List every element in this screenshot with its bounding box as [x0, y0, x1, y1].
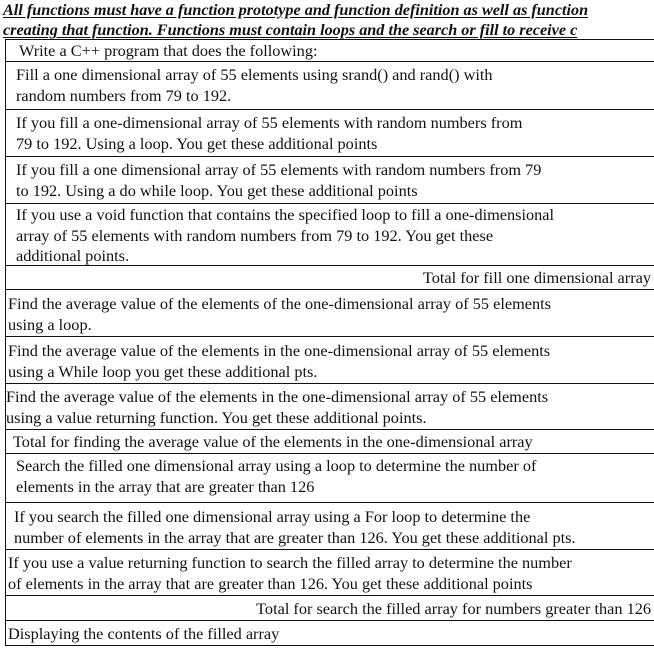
rubric-row-intro: Write a C++ program that does the following: — [5, 40, 654, 62]
rubric-row-search-loop: Search the filled one dimensional array using a loop to determine the number of elements in the array that are greater than 126 — [5, 454, 654, 503]
rubric-row-total-average: Total for finding the average value of the elements in the one-dimensional array — [5, 430, 654, 454]
rubric-row-search-function: If you use a value returning function to search the filled array to determine the number of elements in the array that are greater than 126. You get these additional points — [5, 550, 654, 596]
rubric-row-average-loop: Find the average value of the elements of the one-dimensional array of 55 elements using a loop. — [5, 290, 654, 337]
rubric-row-search-for-loop: If you search the filled one dimensional array using a For loop to determine the number of elements in the array that are greater than 126. You get these additional pts. — [5, 503, 654, 550]
header-line-2: creating that function. Functions must contain loops and the search or fill to receive c — [3, 21, 578, 39]
rubric-row-total-fill: Total for fill one dimensional array — [5, 266, 654, 290]
rubric-row-fill-do-while: If you fill a one dimensional array of 55 elements with random numbers from 79 to 192. Using a do while loop. You get these additional points — [5, 157, 654, 204]
rubric-row-display: Displaying the contents of the filled array — [5, 621, 654, 646]
rubric-row-average-while: Find the average value of the elements in the one-dimensional array of 55 elements using a While loop you get these additional pts. — [5, 337, 654, 384]
rubric-row-fill-srand: Fill a one dimensional array of 55 elements using srand() and rand() with random numbers from 79 to 192. — [5, 62, 654, 110]
instructions-header — [3, 0, 654, 40]
rubric-table — [5, 39, 654, 646]
rubric-row-fill-loop: If you fill a one-dimensional array of 55 elements with random numbers from 79 to 192. Using a loop. You get these additional points — [5, 110, 654, 157]
rubric-row-fill-void-function: If you use a void function that contains the specified loop to fill a one-dimensional array of 55 elements with random numbers from 79 to 192. You get these additional points. — [5, 204, 654, 266]
header-line-1: All functions must have a function prototype and function definition as well as function — [3, 1, 589, 19]
rubric-row-total-search: Total for search the filled array for numbers greater than 126 — [5, 596, 654, 621]
rubric-row-average-function: Find the average value of the elements in the one-dimensional array of 55 elements using a value returning function. You get these additional points. — [5, 384, 654, 430]
